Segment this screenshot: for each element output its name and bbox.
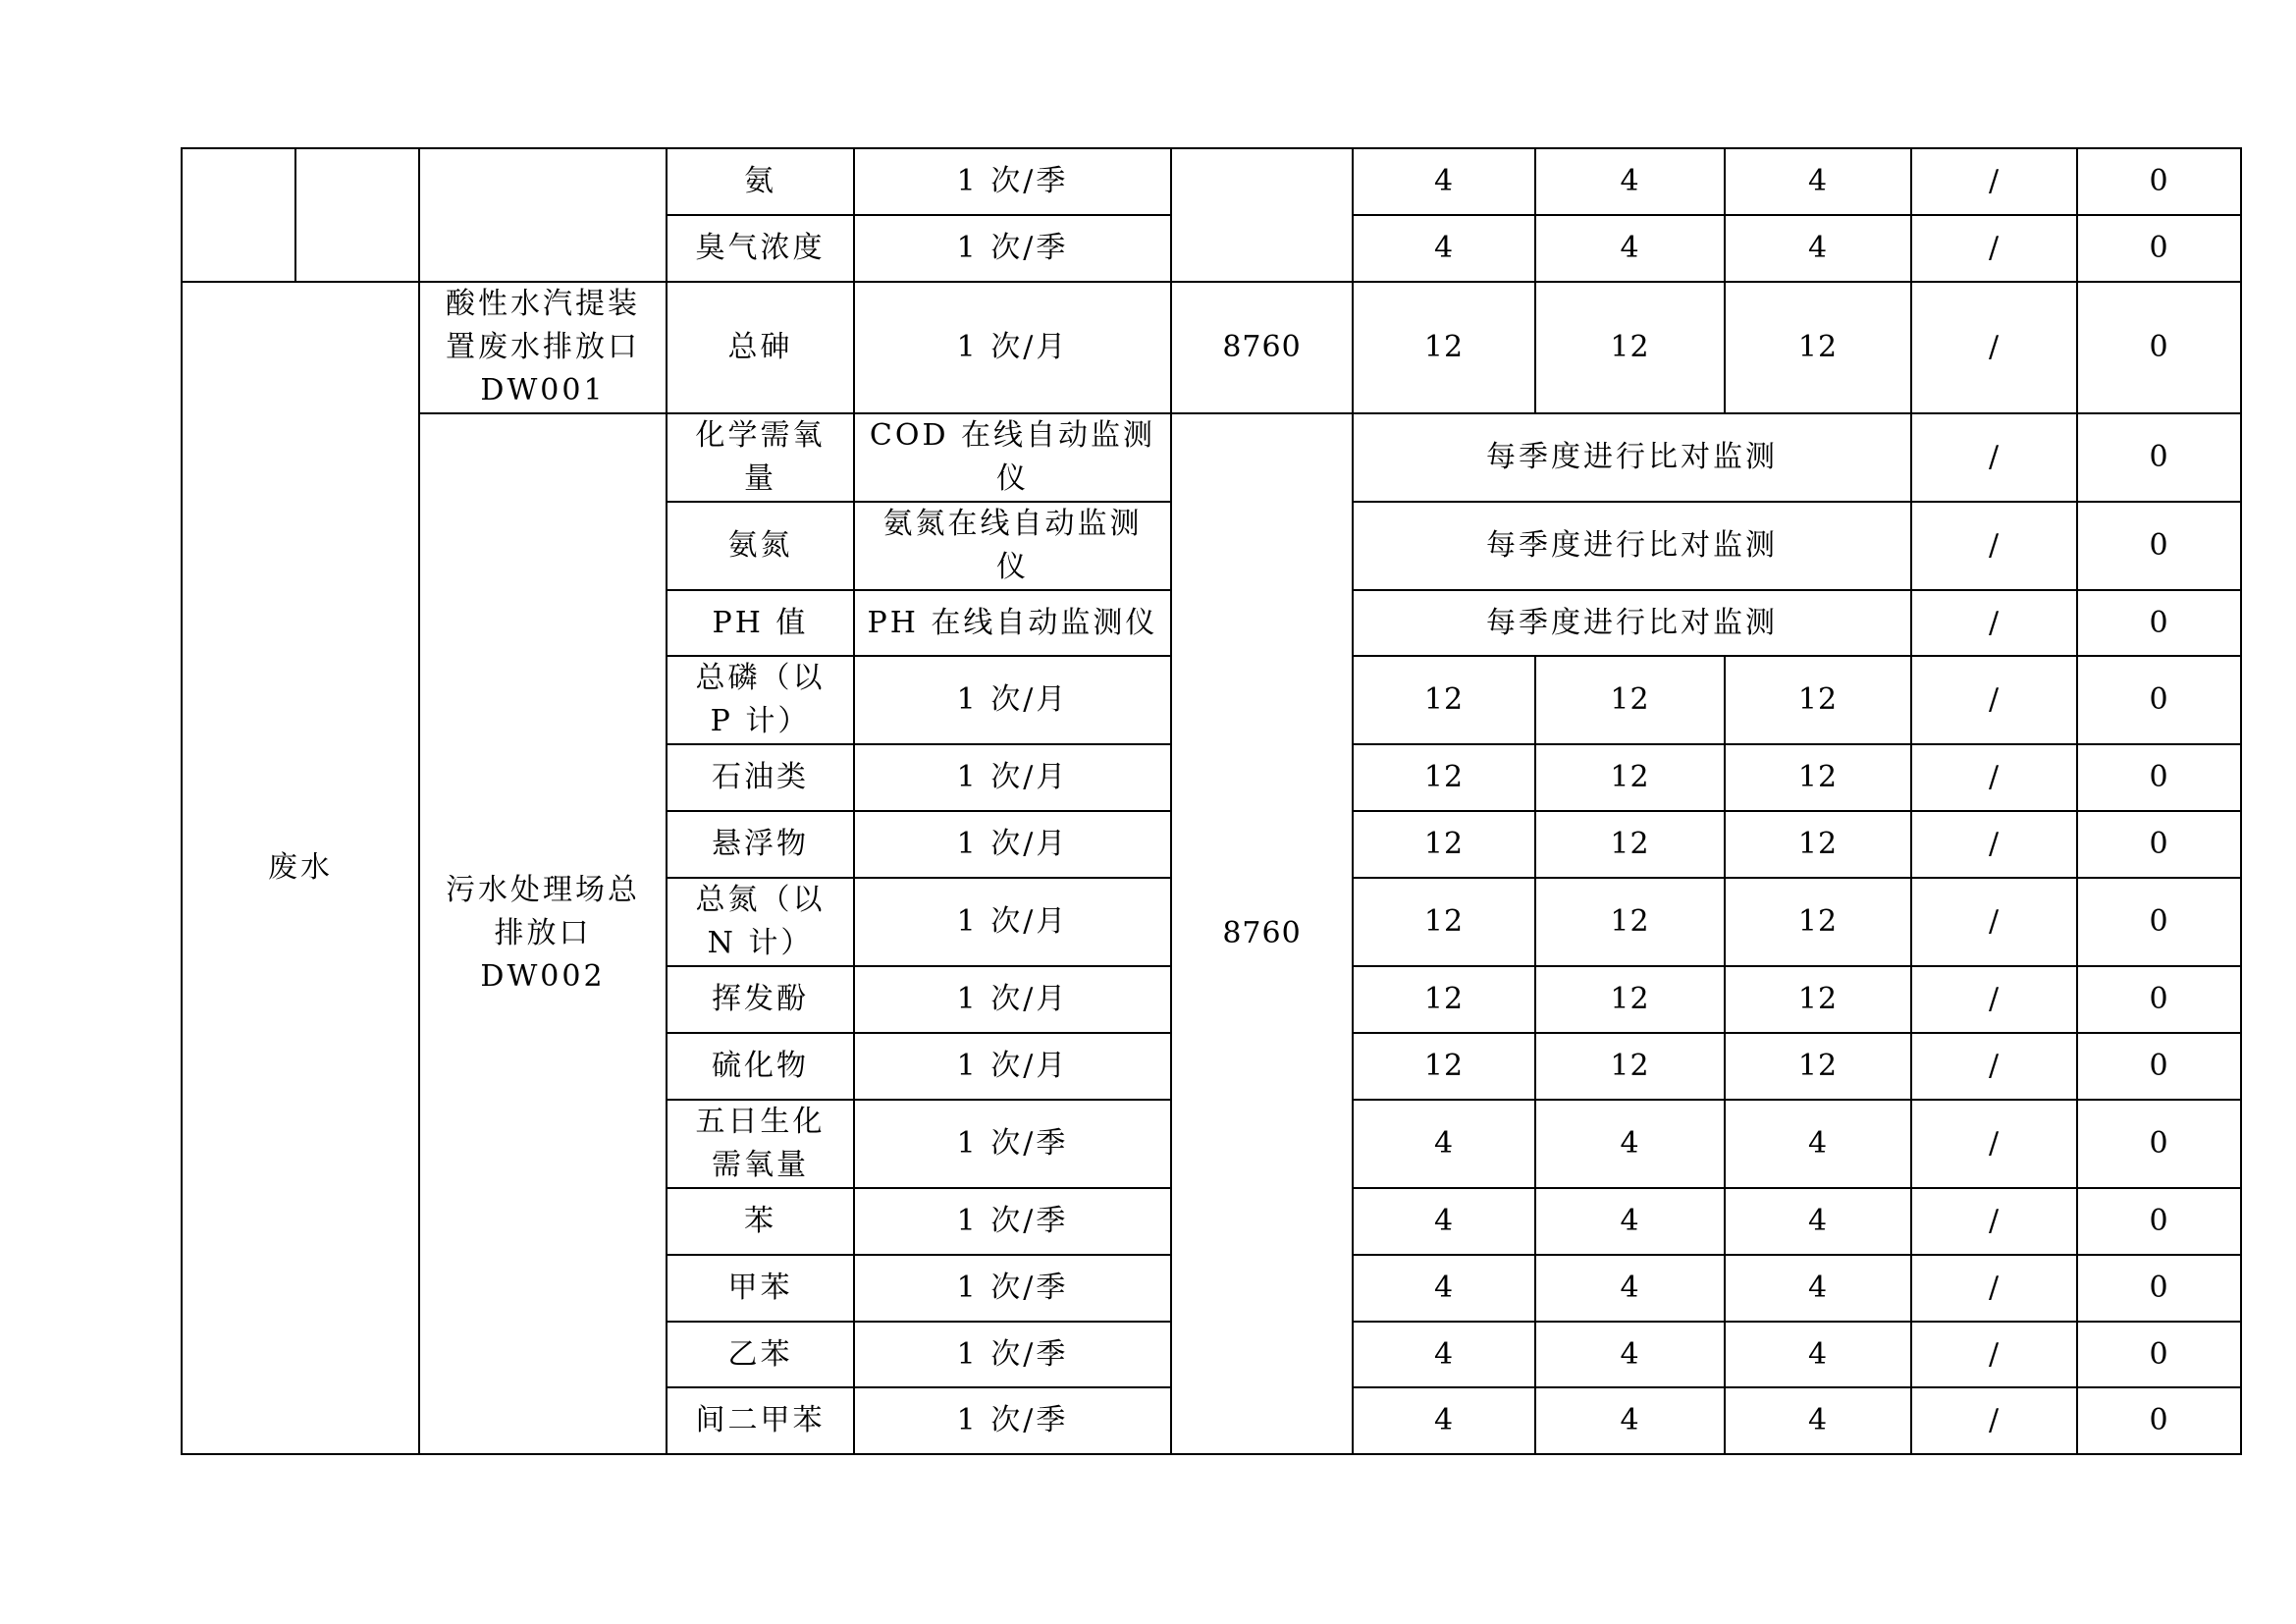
comparison-cell: 每季度进行比对监测 [1353,502,1911,590]
frequency-cell: 1 次/季 [854,1188,1171,1255]
value-cell: 12 [1535,1033,1725,1100]
value-cell: 4 [1353,148,1535,215]
slash-cell: / [1911,1255,2077,1322]
value-cell: 4 [1535,148,1725,215]
value-cell: 4 [1353,1188,1535,1255]
zero-cell: 0 [2077,215,2241,282]
zero-cell: 0 [2077,811,2241,878]
zero-cell: 0 [2077,878,2241,966]
value-cell: 12 [1353,656,1535,744]
value-cell: 4 [1725,215,1911,282]
frequency-cell: 1 次/月 [854,744,1171,811]
value-cell: 12 [1535,878,1725,966]
value-cell: 12 [1725,878,1911,966]
frequency-cell: 1 次/月 [854,282,1171,413]
value-cell: 12 [1535,656,1725,744]
value-cell: 12 [1725,1033,1911,1100]
slash-cell: / [1911,1387,2077,1454]
value-cell: 4 [1725,1387,1911,1454]
value-cell: 12 [1535,966,1725,1033]
slash-cell: / [1911,966,2077,1033]
value-cell: 12 [1353,811,1535,878]
slash-cell: / [1911,878,2077,966]
pollutant-cell: 总氮（以 N 计） [667,878,854,966]
value-cell: 4 [1725,1255,1911,1322]
slash-cell: / [1911,590,2077,656]
outlet-cell: 酸性水汽提装置废水排放口DW001 [419,282,667,413]
slash-cell: / [1911,413,2077,502]
frequency-cell: 1 次/月 [854,878,1171,966]
value-cell: 12 [1725,656,1911,744]
zero-cell: 0 [2077,413,2241,502]
hours-cell: 8760 [1171,282,1353,413]
slash-cell: / [1911,811,2077,878]
outlet-cell-blank [419,148,667,282]
value-cell: 4 [1353,1255,1535,1322]
slash-cell: / [1911,656,2077,744]
comparison-cell: 每季度进行比对监测 [1353,413,1911,502]
zero-cell: 0 [2077,590,2241,656]
zero-cell: 0 [2077,1033,2241,1100]
slash-cell: / [1911,1100,2077,1188]
hours-cell-blank [1171,148,1353,282]
pollutant-cell: 臭气浓度 [667,215,854,282]
pollutant-cell: 总磷（以 P 计） [667,656,854,744]
value-cell: 4 [1535,1255,1725,1322]
pollutant-cell: 间二甲苯 [667,1387,854,1454]
subcategory-cell-blank [295,148,419,282]
pollutant-cell: 氨氮 [667,502,854,590]
value-cell: 4 [1535,1100,1725,1188]
value-cell: 12 [1725,966,1911,1033]
value-cell: 4 [1725,1100,1911,1188]
value-cell: 12 [1725,744,1911,811]
pollutant-cell: 总砷 [667,282,854,413]
value-cell: 4 [1535,1322,1725,1387]
zero-cell: 0 [2077,1100,2241,1188]
outlet-cell: 污水处理场总排放口DW002 [419,413,667,1454]
zero-cell: 0 [2077,502,2241,590]
slash-cell: / [1911,148,2077,215]
value-cell: 4 [1353,1387,1535,1454]
value-cell: 4 [1535,1387,1725,1454]
value-cell: 12 [1535,744,1725,811]
table-row [182,413,2241,502]
table-row [182,148,2241,215]
pollutant-cell: 苯 [667,1188,854,1255]
pollutant-cell: 石油类 [667,744,854,811]
value-cell: 12 [1725,282,1911,413]
value-cell: 12 [1353,966,1535,1033]
slash-cell: / [1911,1322,2077,1387]
frequency-cell: 1 次/月 [854,966,1171,1033]
frequency-cell: COD 在线自动监测仪 [854,413,1171,502]
value-cell: 12 [1353,744,1535,811]
zero-cell: 0 [2077,282,2241,413]
value-cell: 12 [1725,811,1911,878]
slash-cell: / [1911,1188,2077,1255]
value-cell: 4 [1353,1322,1535,1387]
monitoring-table [181,147,2242,1455]
comparison-cell: 每季度进行比对监测 [1353,590,1911,656]
zero-cell: 0 [2077,656,2241,744]
frequency-cell: 1 次/月 [854,656,1171,744]
zero-cell: 0 [2077,1255,2241,1322]
zero-cell: 0 [2077,1387,2241,1454]
slash-cell: / [1911,215,2077,282]
frequency-cell: 1 次/季 [854,1322,1171,1387]
zero-cell: 0 [2077,966,2241,1033]
zero-cell: 0 [2077,148,2241,215]
pollutant-cell: 挥发酚 [667,966,854,1033]
slash-cell: / [1911,502,2077,590]
pollutant-cell: 悬浮物 [667,811,854,878]
value-cell: 4 [1353,1100,1535,1188]
category-cell: 废水 [182,282,419,1454]
slash-cell: / [1911,282,2077,413]
pollutant-cell: 甲苯 [667,1255,854,1322]
zero-cell: 0 [2077,1188,2241,1255]
value-cell: 4 [1725,148,1911,215]
value-cell: 4 [1725,1322,1911,1387]
zero-cell: 0 [2077,1322,2241,1387]
frequency-cell: 1 次/季 [854,1100,1171,1188]
frequency-cell: PH 在线自动监测仪 [854,590,1171,656]
frequency-cell: 1 次/季 [854,148,1171,215]
value-cell: 12 [1353,878,1535,966]
frequency-cell: 1 次/月 [854,1033,1171,1100]
pollutant-cell: 乙苯 [667,1322,854,1387]
zero-cell: 0 [2077,744,2241,811]
value-cell: 4 [1535,215,1725,282]
category-cell-blank [182,148,295,282]
slash-cell: / [1911,744,2077,811]
pollutant-cell: 五日生化需氧量 [667,1100,854,1188]
frequency-cell: 1 次/月 [854,811,1171,878]
value-cell: 12 [1353,1033,1535,1100]
value-cell: 4 [1725,1188,1911,1255]
value-cell: 4 [1353,215,1535,282]
hours-cell: 8760 [1171,413,1353,1454]
frequency-cell: 1 次/季 [854,1387,1171,1454]
value-cell: 4 [1535,1188,1725,1255]
value-cell: 12 [1535,282,1725,413]
value-cell: 12 [1353,282,1535,413]
pollutant-cell: 化学需氧量 [667,413,854,502]
frequency-cell: 1 次/季 [854,215,1171,282]
pollutant-cell: 氨 [667,148,854,215]
slash-cell: / [1911,1033,2077,1100]
value-cell: 12 [1535,811,1725,878]
table-row [182,282,2241,413]
pollutant-cell: 硫化物 [667,1033,854,1100]
frequency-cell: 氨氮在线自动监测仪 [854,502,1171,590]
pollutant-cell: PH 值 [667,590,854,656]
frequency-cell: 1 次/季 [854,1255,1171,1322]
